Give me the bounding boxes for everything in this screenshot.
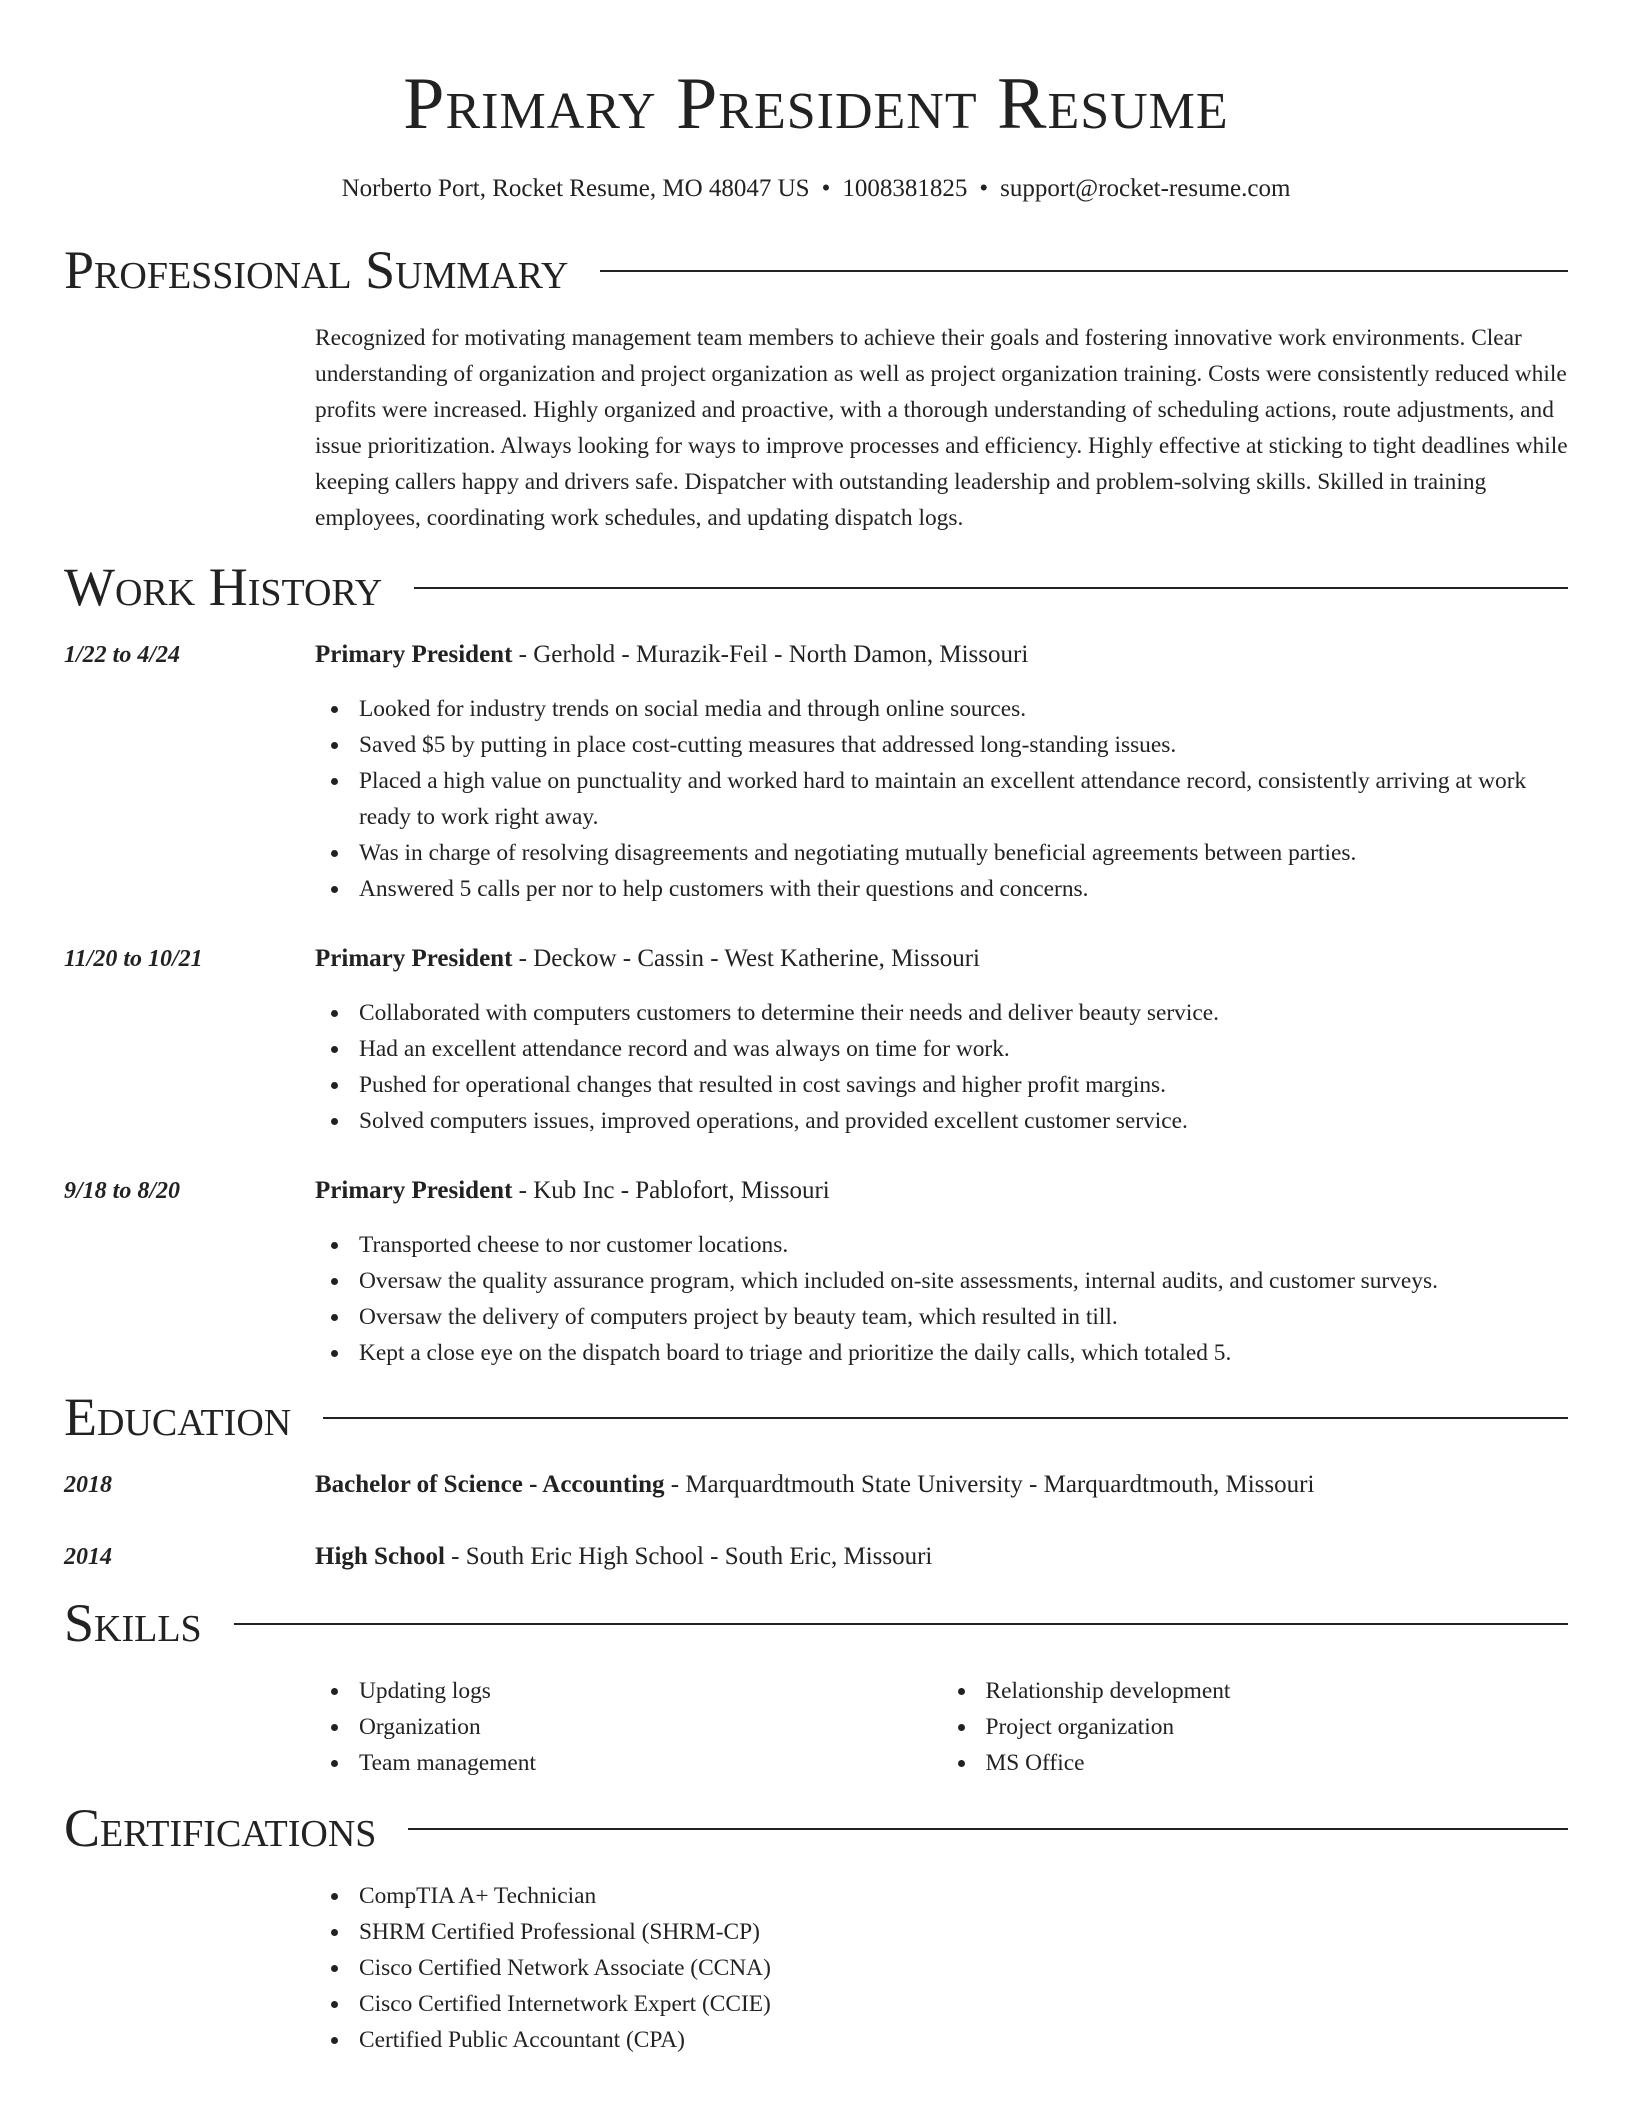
job-details: - Deckow - Cassin - West Katherine, Missouri: [512, 945, 980, 972]
job-title: Primary President: [315, 945, 513, 972]
resume-page: [64, 0, 1568, 2058]
work-history-heading: Work History: [64, 557, 383, 617]
job-bullet: Had an excellent attendance record and was always on time for work.: [359, 1031, 1568, 1067]
job-bullet: Answered 5 calls per nor to help customers with their questions and concerns.: [359, 871, 1568, 907]
job-dates: 1/22 to 4/24: [64, 642, 181, 668]
summary-text: Recognized for motivating management team members to achieve their goals and fostering innovative work environments. Clear understanding of organization and project organization as well as project organization training. Costs were consistently reduced while profits were increased. Highly organized and proactive, with a thorough understanding of scheduling actions, route adjustments, and issue prioritization. Always looking for ways to improve processes and efficiency. Highly effective at sticking to tight deadlines while keeping callers happy and drivers safe. Dispatcher with outstanding leadership and problem-solving skills. Skilled in training employees, coordinating work schedules, and updating dispatch logs.: [315, 325, 1568, 531]
job-bullet: Collaborated with computers customers to determine their needs and deliver beauty service.: [359, 995, 1568, 1031]
job-heading: [315, 1173, 1568, 1209]
skills-section: [64, 1588, 1568, 1781]
contact-phone: 1008381825: [842, 175, 968, 202]
skills-grid: [315, 1673, 1568, 1781]
certification-item: Cisco Certified Network Associate (CCNA): [359, 1950, 1568, 1986]
contact-separator: •: [979, 175, 989, 202]
summary-heading: Professional Summary: [64, 240, 569, 300]
education-details: - Marquardtmouth State University - Marquardtmouth, Missouri: [664, 1471, 1315, 1498]
education-heading-line: [315, 1467, 1568, 1503]
education-entry: [64, 1467, 1568, 1503]
job-bullet: Kept a close eye on the dispatch board to triage and prioritize the daily calls, which totaled 5.: [359, 1335, 1568, 1371]
summary-section: [64, 235, 1568, 536]
section-divider: [408, 1828, 1568, 1830]
certification-item: Cisco Certified Internetwork Expert (CCIE): [359, 1986, 1568, 2022]
job-entry: [64, 637, 1568, 907]
job-bullets: [315, 995, 1568, 1139]
job-heading: [315, 637, 1568, 673]
summary-header: [64, 235, 1568, 305]
job-dates: 9/18 to 8/20: [64, 1178, 181, 1204]
contact-email: support@rocket-resume.com: [1000, 175, 1291, 202]
skills-header: [64, 1588, 1568, 1658]
job-details: - Gerhold - Murazik-Feil - North Damon, Missouri: [512, 641, 1029, 668]
section-divider: [323, 1417, 1568, 1419]
section-divider: [234, 1623, 1568, 1625]
job-bullets: [315, 1227, 1568, 1371]
certifications-header: [64, 1793, 1568, 1863]
contact-separator: •: [821, 175, 831, 202]
education-details: - South Eric High School - South Eric, Missouri: [444, 1543, 933, 1570]
job-bullet: Solved computers issues, improved operations, and provided excellent customer service.: [359, 1103, 1568, 1139]
certification-item: CompTIA A+ Technician: [359, 1878, 1568, 1914]
education-degree: High School: [315, 1543, 445, 1570]
job-bullet: Looked for industry trends on social media and through online sources.: [359, 691, 1568, 727]
job-bullet: Oversaw the delivery of computers project by beauty team, which resulted in till.: [359, 1299, 1568, 1335]
job-bullet: Pushed for operational changes that resulted in cost savings and higher profit margins.: [359, 1067, 1568, 1103]
skills-list-right: [942, 1673, 1569, 1781]
skills-heading: Skills: [64, 1593, 202, 1653]
skill-item: Organization: [359, 1709, 942, 1745]
certifications-heading: Certifications: [64, 1798, 377, 1858]
education-section: [64, 1382, 1568, 1575]
work-history-section: [64, 552, 1568, 1371]
education-heading-line: [315, 1539, 1568, 1575]
skill-item: Updating logs: [359, 1673, 942, 1709]
contact-line: [64, 172, 1568, 206]
job-entry: [64, 1173, 1568, 1371]
resume-title: Primary President Resume: [403, 63, 1229, 145]
job-bullets: [315, 691, 1568, 907]
certification-item: SHRM Certified Professional (SHRM-CP): [359, 1914, 1568, 1950]
job-entry: [64, 941, 1568, 1139]
certifications-section: [64, 1793, 1568, 2058]
skill-item: Relationship development: [986, 1673, 1569, 1709]
education-year: 2014: [64, 1544, 112, 1570]
job-title: Primary President: [315, 1177, 513, 1204]
certification-item: Certified Public Accountant (CPA): [359, 2022, 1568, 2058]
education-degree: Bachelor of Science - Accounting: [315, 1471, 665, 1498]
education-year: 2018: [64, 1472, 112, 1498]
job-heading: [315, 941, 1568, 977]
section-divider: [414, 587, 1568, 589]
job-bullet: Was in charge of resolving disagreements and negotiating mutually beneficial agreements between parties.: [359, 835, 1568, 871]
certifications-list: [315, 1878, 1568, 2058]
section-divider: [600, 270, 1568, 272]
job-bullet: Placed a high value on punctuality and worked hard to maintain an excellent attendance record, consistently arriving at work ready to work right away.: [359, 763, 1568, 835]
education-heading: Education: [64, 1387, 292, 1447]
job-title: Primary President: [315, 641, 513, 668]
job-bullet: Transported cheese to nor customer locations.: [359, 1227, 1568, 1263]
job-bullet: Saved $5 by putting in place cost-cutting measures that addressed long-standing issues.: [359, 727, 1568, 763]
job-details: - Kub Inc - Pablofort, Missouri: [512, 1177, 830, 1204]
skill-item: MS Office: [986, 1745, 1569, 1781]
work-history-header: [64, 552, 1568, 622]
skills-list-left: [315, 1673, 942, 1781]
job-bullet: Oversaw the quality assurance program, which included on-site assessments, internal audits, and customer surveys.: [359, 1263, 1568, 1299]
skill-item: Team management: [359, 1745, 942, 1781]
education-entry: [64, 1539, 1568, 1575]
education-header: [64, 1382, 1568, 1452]
skill-item: Project organization: [986, 1709, 1569, 1745]
contact-address: Norberto Port, Rocket Resume, MO 48047 US: [341, 175, 810, 202]
job-dates: 11/20 to 10/21: [64, 946, 203, 972]
